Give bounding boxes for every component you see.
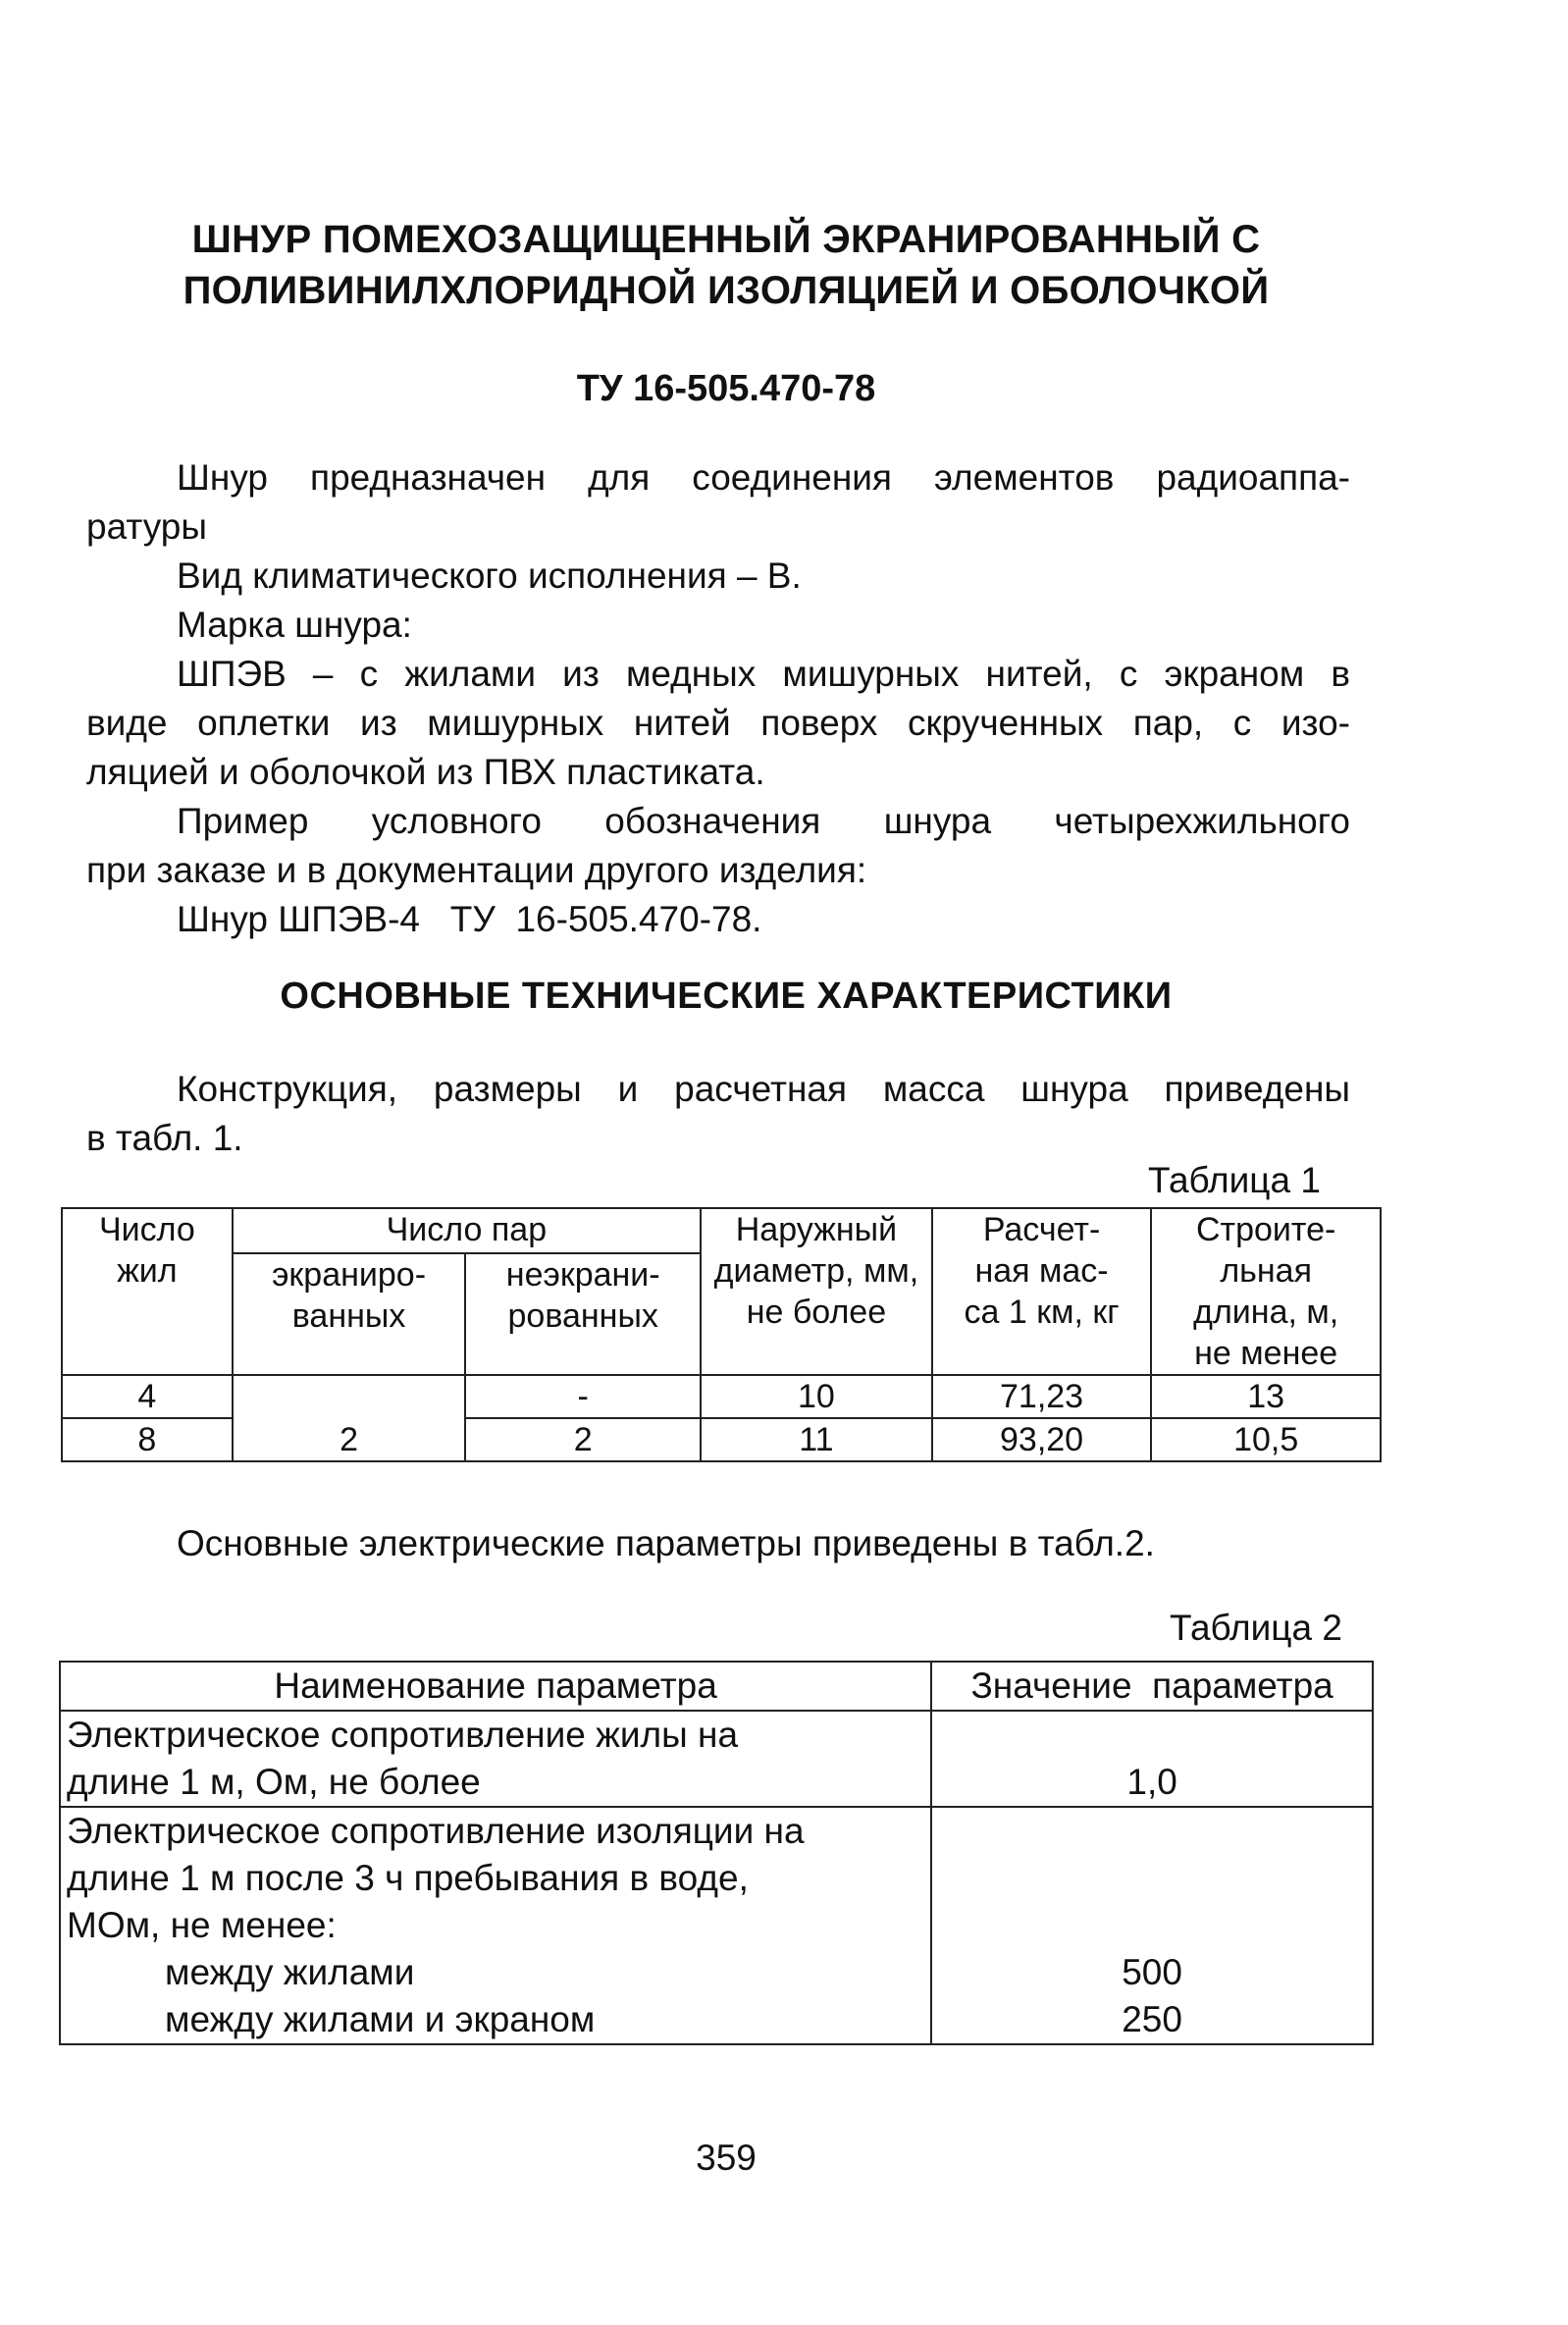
table-row	[60, 1711, 1373, 1807]
parameter-value-between-cores: 500	[1122, 1952, 1182, 1992]
example-paragraph-line-2: при заказе и в документации другого изделия:	[86, 850, 867, 890]
table-2	[59, 1661, 1374, 2045]
document-title-line-2: ПОЛИВИНИЛХЛОРИДНОЙ ИЗОЛЯЦИЕЙ И ОБОЛОЧКОЙ	[183, 269, 1270, 312]
cell-unshielded: 2	[465, 1418, 701, 1461]
table-1-caption: Таблица 1	[1148, 1160, 1321, 1200]
header-length: Строите- льная длина, м, не менее	[1151, 1208, 1381, 1375]
header-shielded: экраниро- ванных	[233, 1253, 466, 1375]
header-parameter-name: Наименование параметра	[60, 1662, 931, 1711]
section-text-line-1: Конструкция, размеры и расчетная масса шнура приведены	[177, 1069, 1350, 1109]
example-paragraph-line-1: Пример условного обозначения шнура четырехжильного	[177, 801, 1350, 841]
document-title-line-1: ШНУР ПОМЕХОЗАЩИЩЕННЫЙ ЭКРАНИРОВАННЫЙ С	[191, 218, 1261, 261]
parameter-value: 1,0	[931, 1711, 1373, 1807]
cell-cores: 8	[62, 1418, 233, 1461]
table-2-caption: Таблица 2	[1170, 1608, 1342, 1648]
header-parameter-value: Значение параметра	[931, 1662, 1373, 1711]
electrical-parameters-text: Основные электрические параметры приведены в табл.2.	[177, 1523, 1155, 1563]
climate-paragraph: Вид климатического исполнения – В.	[177, 555, 802, 596]
table-1-header-row	[62, 1208, 1381, 1253]
parameter-name: Электрическое сопротивление жилы на длине 1 м, Ом, не более	[60, 1711, 931, 1807]
page-number: 359	[696, 2138, 757, 2178]
example-designation: Шнур ШПЭВ-4 ТУ 16-505.470-78.	[177, 899, 762, 939]
parameter-name: Электрическое сопротивление изоляции на длине 1 м после 3 ч пребывания в воде, МОм, не менее:	[67, 1811, 805, 1945]
cell-diameter: 11	[701, 1418, 932, 1461]
brand-description-line-1: ШПЭВ – с жилами из медных мишурных нитей, с экраном в	[177, 654, 1350, 694]
cell-length: 13	[1151, 1375, 1381, 1418]
parameter-value-cores-and-shield: 250	[1122, 1999, 1182, 2039]
specification-number: ТУ 16-505.470-78	[576, 368, 876, 409]
parameter-name-cell	[60, 1807, 931, 2044]
table-row	[60, 1807, 1373, 2044]
section-text-line-2: в табл. 1.	[86, 1118, 243, 1158]
header-unshielded: неэкрани- рованных	[465, 1253, 701, 1375]
cell-unshielded: -	[465, 1375, 701, 1418]
purpose-paragraph-line-2: ратуры	[86, 506, 207, 547]
table-row	[62, 1375, 1381, 1418]
purpose-paragraph-line-1: Шнур предназначен для соединения элементов радиоаппа-	[177, 457, 1350, 498]
header-mass: Расчет- ная мас- са 1 км, кг	[932, 1208, 1152, 1375]
brand-label: Марка шнура:	[177, 605, 412, 645]
cell-shielded: 2	[233, 1375, 466, 1461]
table-2-header-row	[60, 1662, 1373, 1711]
header-diameter: Наружный диаметр, мм, не более	[701, 1208, 932, 1375]
brand-description-line-2: виде оплетки из мишурных нитей поверх скрученных пар, с изо-	[86, 703, 1350, 743]
parameter-value-cell	[931, 1807, 1373, 2044]
brand-description-line-3: ляцией и оболочкой из ПВХ пластиката.	[86, 752, 765, 792]
header-cores: Число жил	[62, 1208, 233, 1375]
cell-cores: 4	[62, 1375, 233, 1418]
parameter-sub-between-cores: между жилами	[165, 1952, 415, 1992]
cell-mass: 71,23	[932, 1375, 1152, 1418]
cell-diameter: 10	[701, 1375, 932, 1418]
cell-mass: 93,20	[932, 1418, 1152, 1461]
header-pairs: Число пар	[233, 1208, 701, 1253]
section-heading: ОСНОВНЫЕ ТЕХНИЧЕСКИЕ ХАРАКТЕРИСТИКИ	[280, 976, 1173, 1017]
cell-length: 10,5	[1151, 1418, 1381, 1461]
parameter-sub-cores-and-shield: между жилами и экраном	[165, 1999, 596, 2039]
table-1	[61, 1207, 1382, 1462]
